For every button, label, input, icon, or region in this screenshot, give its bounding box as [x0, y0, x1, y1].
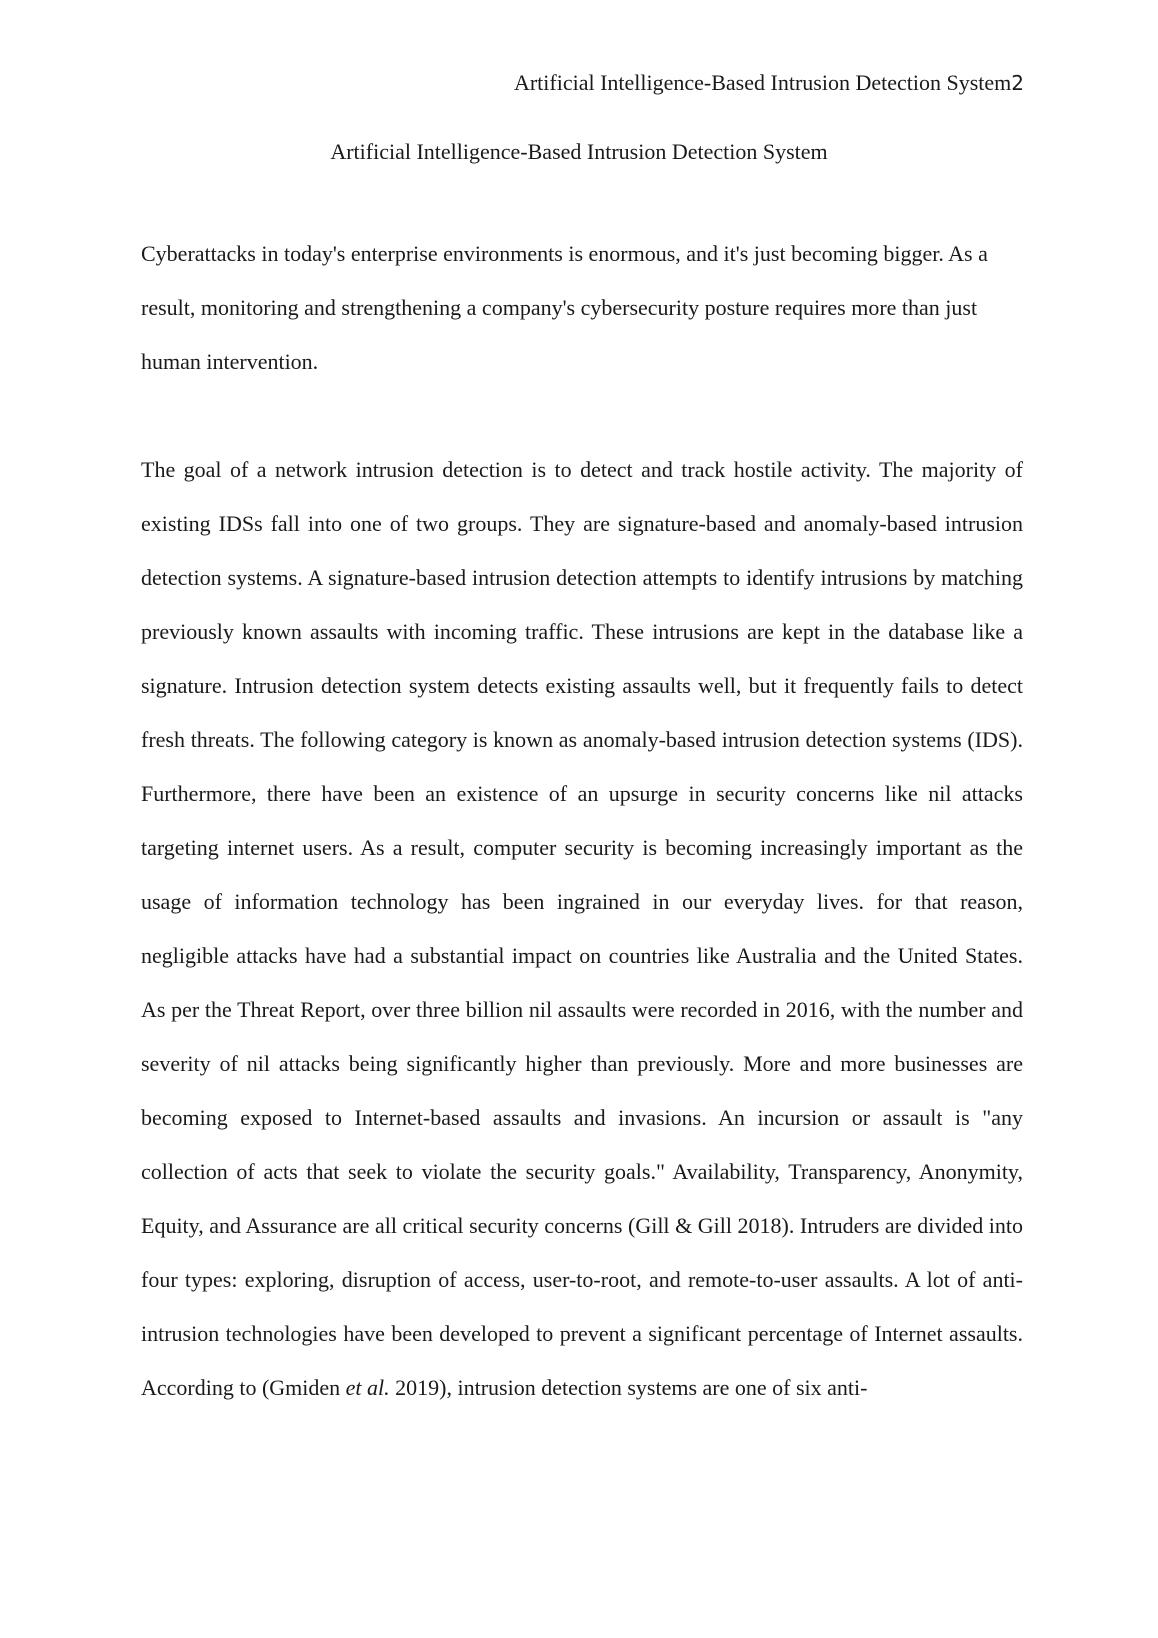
running-header-title: Artificial Intelligence-Based Intrusion Detection System	[513, 70, 1012, 95]
citation-et-al: et al.	[345, 1375, 390, 1400]
page-number: 2	[1011, 71, 1024, 95]
paragraph-main-text: The goal of a network intrusion detection is to detect and track hostile activity. The majority of existing IDSs fall into one of two groups. They are signature-based and anomaly-based intrusion detection systems. A signature-based intrusion detection attempts to identify intrusions by matching previously known assaults with incoming traffic. These intrusions are kept in the database like a signature. Intrusion detection system detects existing assaults well, but it frequently fails to detect fresh threats. The following category is known as anomaly-based intrusion detection systems (IDS). Furthermore, there have been an existence of an upsurge in security concerns like nil attacks targeting internet users. As a result, computer security is becoming increasingly important as the usage of information technology has been ingrained in our everyday lives. for that reason, negligible attacks have had a substantial impact on countries like Australia and the United States. As per the Threat Report, over three billion nil assaults were recorded in 2016, with the number and severity of nil attacks being significantly higher than previously. More and more businesses are becoming exposed to Internet-based assaults and invasions. An incursion or assault is "any collection of acts that seek to violate the security goals." Availability, Transparency, Anonymity, Equity, and Assurance are all critical security concerns (Gill & Gill 2018). Intruders are divided into four types: exploring, disruption of access, user-to-root, and remote-to-user assaults. A lot of anti-intrusion technologies have been developed to prevent a significant percentage of Internet assaults. According to (Gmiden	[141, 457, 1023, 1400]
running-header	[514, 68, 1024, 98]
paragraph-main-text-end: 2019), intrusion detection systems are one of six anti-	[389, 1375, 868, 1400]
document-title: Artificial Intelligence-Based Intrusion Detection System	[330, 139, 828, 164]
paragraph-main	[141, 443, 1023, 1415]
paragraph-intro: Cyberattacks in today's enterprise environments is enormous, and it's just becoming bigger. As a result, monitoring and strengthening a company's cybersecurity posture requires more than just human intervention.	[141, 241, 988, 374]
